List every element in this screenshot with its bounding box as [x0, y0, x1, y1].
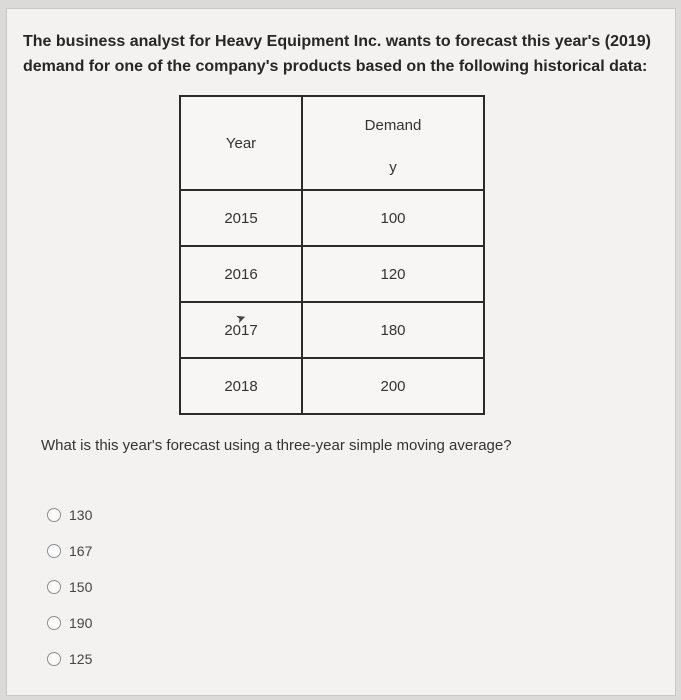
- table-row: [180, 190, 484, 246]
- cell-demand: 120: [302, 246, 484, 302]
- question-prompt: The business analyst for Heavy Equipment Inc. wants to forecast this year's (2019) demand for one of the company's products based on the following historical data:: [23, 33, 652, 75]
- option-label: 125: [69, 651, 93, 667]
- sub-question: What is this year's forecast using a three-year simple moving average?: [41, 437, 512, 454]
- option-125[interactable]: [47, 641, 607, 677]
- cell-year: 2018: [180, 358, 302, 414]
- cell-year: 2015: [180, 190, 302, 246]
- option-label: 190: [69, 615, 93, 631]
- question-card: [6, 8, 676, 696]
- radio-button-icon[interactable]: [47, 544, 61, 558]
- mouse-cursor-icon: ➤: [233, 309, 249, 327]
- header-demand: [302, 96, 484, 190]
- cell-demand: 100: [302, 190, 484, 246]
- data-table: [179, 95, 485, 415]
- answer-options: [47, 497, 607, 677]
- option-label: 130: [69, 507, 93, 523]
- table-row: [180, 246, 484, 302]
- radio-button-icon[interactable]: [47, 652, 61, 666]
- radio-button-icon[interactable]: [47, 580, 61, 594]
- option-150[interactable]: [47, 569, 607, 605]
- option-167[interactable]: [47, 533, 607, 569]
- option-130[interactable]: [47, 497, 607, 533]
- header-year: [180, 96, 302, 190]
- header-demand-sublabel: y: [389, 159, 397, 176]
- table-row: [180, 358, 484, 414]
- cell-demand: 200: [302, 358, 484, 414]
- radio-button-icon[interactable]: [47, 616, 61, 630]
- cell-year: 2017: [180, 302, 302, 358]
- header-year-label: Year: [225, 134, 257, 152]
- option-190[interactable]: [47, 605, 607, 641]
- radio-button-icon[interactable]: [47, 508, 61, 522]
- table-header-row: [180, 96, 484, 190]
- option-label: 150: [69, 579, 93, 595]
- option-label: 167: [69, 543, 93, 559]
- header-demand-label: Demand: [364, 117, 422, 134]
- table-row: [180, 302, 484, 358]
- cell-demand: 180: [302, 302, 484, 358]
- cell-year: 2016: [180, 246, 302, 302]
